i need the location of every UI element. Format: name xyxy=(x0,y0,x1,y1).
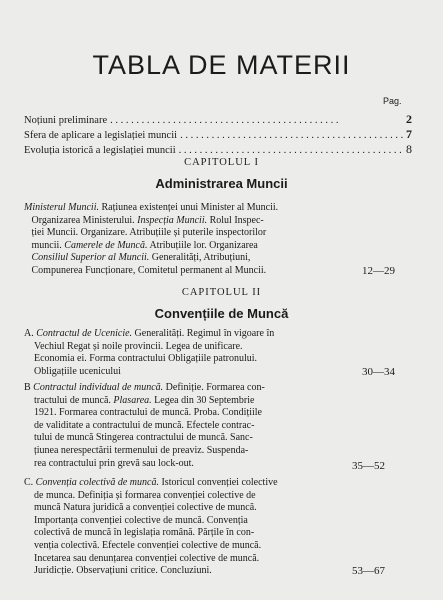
page-title: TABLA DE MATERII xyxy=(92,50,351,80)
chapter-title: Convențiile de Muncă xyxy=(154,306,289,321)
toc-entry-page: 7 xyxy=(406,127,412,141)
dot-leader xyxy=(110,115,403,126)
chapter-pages: 12—29 xyxy=(362,265,395,277)
chapter-summary: Ministerul Muncii. Rațiunea existenței unui Minister al Muncii. Organizarea Ministerului. Inspecția Muncii. Rolul Inspec- ției Muncii. Organizare. Atribuțiile și puterile inspectorilor muncii. Camerele de Muncă. Atribuțiile lor. Organizarea Consiliul Superior al Muncii. Generalități, Atribuțiuni, Compunerea Funcționare, Comitetul permanent al Muncii. xyxy=(24,202,279,276)
toc-entry-page: 8 xyxy=(406,142,412,156)
toc-entry-label: Evoluția istorică a legislației muncii xyxy=(24,145,176,156)
chapter-heading: CAPITOLUL II xyxy=(181,287,262,298)
toc-entry-label: Sfera de aplicare a legislației muncii xyxy=(24,130,178,141)
section-a-pages: 30—34 xyxy=(362,366,395,378)
dot-leader xyxy=(180,130,403,141)
section-a: A. Contractul de Ucenicie. Generalități. Regimul în vigoare în Vechiul Regat și noile provincii. Legea de unificare. Economia ei. Forma contractului Obligațiile patronului. Obligațiile ucenicului xyxy=(24,328,275,377)
section-c-pages: 53—67 xyxy=(352,565,385,577)
section-b-pages: 35—52 xyxy=(352,460,385,472)
section-b: B Contractul individual de muncă. Definiție. Formarea con- tractului de muncă. Plasarea. Legea din 30 Septembrie 1921. Formarea contractului de muncă. Proba. Condițiile de validitate a contractului de muncă. Efectele contrac- tului de muncă Stingerea contractului de muncă. Sanc- țiunea nerespectării termenului de preaviz. Suspenda- rea contractului prin grevă sau lock-out. xyxy=(24,382,265,469)
page-column-label: Pag. xyxy=(383,96,402,106)
toc-entry-page: 2 xyxy=(406,112,412,126)
toc-entry-label: Noțiuni preliminare xyxy=(24,115,108,126)
chapter-heading: CAPITOLUL I xyxy=(184,157,259,168)
dot-leader xyxy=(179,145,403,156)
toc-entry[interactable] xyxy=(24,142,412,156)
section-c: C. Convenția colectivă de muncă. Istoricul convenției colective de munca. Definiția și formarea convenției colective de muncă Natura juridică a convenției colective de muncă. Importanța convenției colective de muncă. Convenția colectivă de muncă în legislația română. Părțile în con- venția colectivă. Efectele convenției colective de muncă. Incetarea sau denunțarea convenției colective de muncă. Juridicție. Observațiuni critice. Concluziuni. xyxy=(24,477,278,577)
chapter-title: Administrarea Muncii xyxy=(155,176,288,191)
toc-entry[interactable] xyxy=(24,112,412,126)
toc-entry[interactable] xyxy=(24,127,412,141)
